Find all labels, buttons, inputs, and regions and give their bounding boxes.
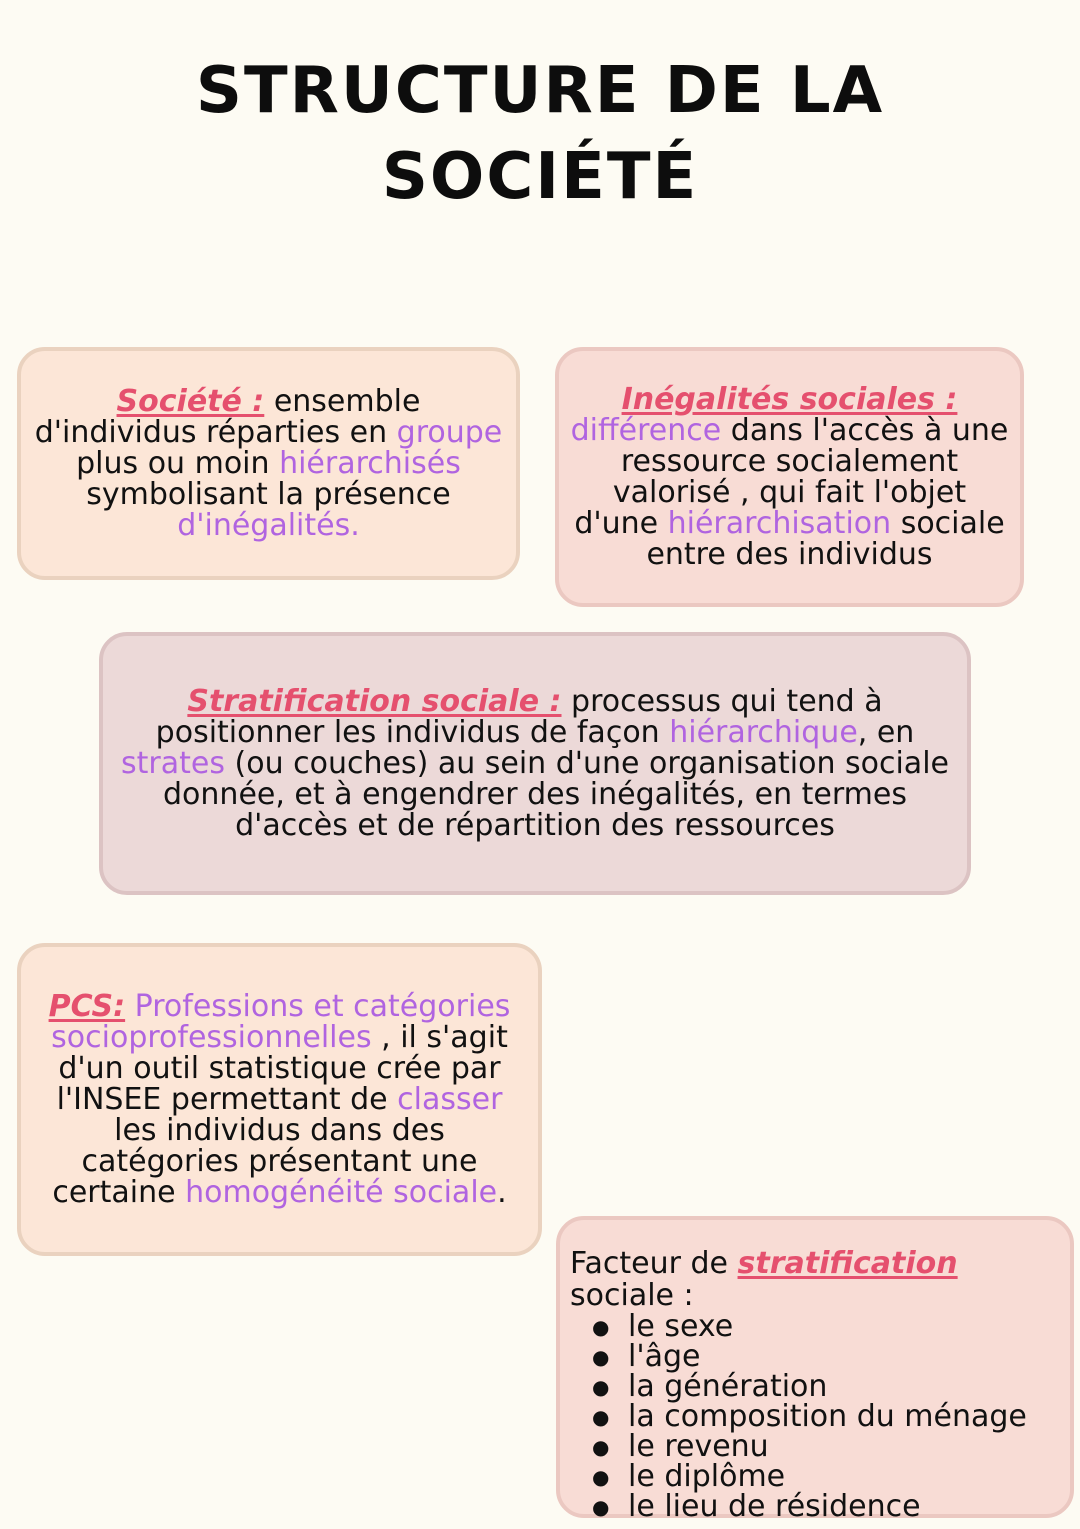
highlight-word: Professions et catégories socioprofessionnelles [51,989,511,1055]
definition-text-part: ensemble d'individus réparties en [34,384,421,450]
definition-text [103,686,967,841]
list-item: ● le revenu [592,1432,1070,1462]
term-label: Inégalités sociales : [621,382,958,417]
highlight-word: homogénéité sociale [185,1175,498,1210]
highlight-word: d'inégalités. [177,508,360,543]
term-label: Société : [116,384,265,419]
highlight-word: strates [121,746,225,781]
facteurs-heading-suffix: sociale : [570,1278,694,1313]
definition-text-part: plus ou moin [76,446,280,481]
list-item: ● le lieu de résidence [592,1492,1070,1522]
list-item: ● l'âge [592,1342,1070,1372]
title-line-2: SOCIÉTÉ [381,140,699,214]
term-label: Stratification sociale : [187,684,562,719]
highlight-word: hiérarchisation [667,506,892,541]
definition-text-part: , en [857,715,915,750]
definition-text [559,384,1020,570]
facteurs-card [556,1216,1074,1524]
definition-card-inegalites [555,347,1024,607]
definition-text-part: sociale entre des individus [646,506,1005,572]
definition-text-part: dans l'accès à une ressource socialement valorisé , qui fait l'objet d'une [574,413,1009,541]
highlight-word: différence [570,413,722,448]
term-label: PCS: [48,989,126,1024]
definition-text-part: symbolisant la présence [86,477,451,512]
list-item: ● le diplôme [592,1462,1070,1492]
list-item: ● le sexe [592,1312,1070,1342]
highlight-word: hiérarchique [669,715,858,750]
list-item: ● la composition du ménage [592,1402,1070,1432]
highlight-word: hiérarchisés [279,446,461,481]
facteurs-content [560,1220,1070,1522]
list-item: ● la génération [592,1372,1070,1402]
definition-text-part: , il s'agit d'un outil statistique crée par l'INSEE permettant de [56,1020,508,1117]
definition-text [21,386,516,541]
definition-text-part: processus qui tend à positionner les individus de façon [155,684,883,750]
highlight-word: groupe [396,415,503,450]
facteurs-heading-prefix: Facteur de [570,1246,738,1281]
definition-text-part: les individus dans des catégories présentant une certaine [52,1113,478,1210]
page-title [0,48,1080,220]
definition-text-part: . [497,1175,507,1210]
definition-text [21,991,538,1208]
definition-card-pcs [17,943,542,1256]
definition-card-societe [17,347,520,580]
facteurs-heading [570,1248,1070,1312]
title-line-1: STRUCTURE DE LA [195,54,885,128]
definition-text-part: (ou couches) au sein d'une organisation sociale donnée, et à engendrer des inégalités, en termes d'accès et de répartition des ressources [163,746,949,843]
term-label: stratification [737,1246,958,1281]
highlight-word: classer [397,1082,503,1117]
facteurs-list [570,1309,1070,1524]
definition-card-stratification [99,632,971,895]
